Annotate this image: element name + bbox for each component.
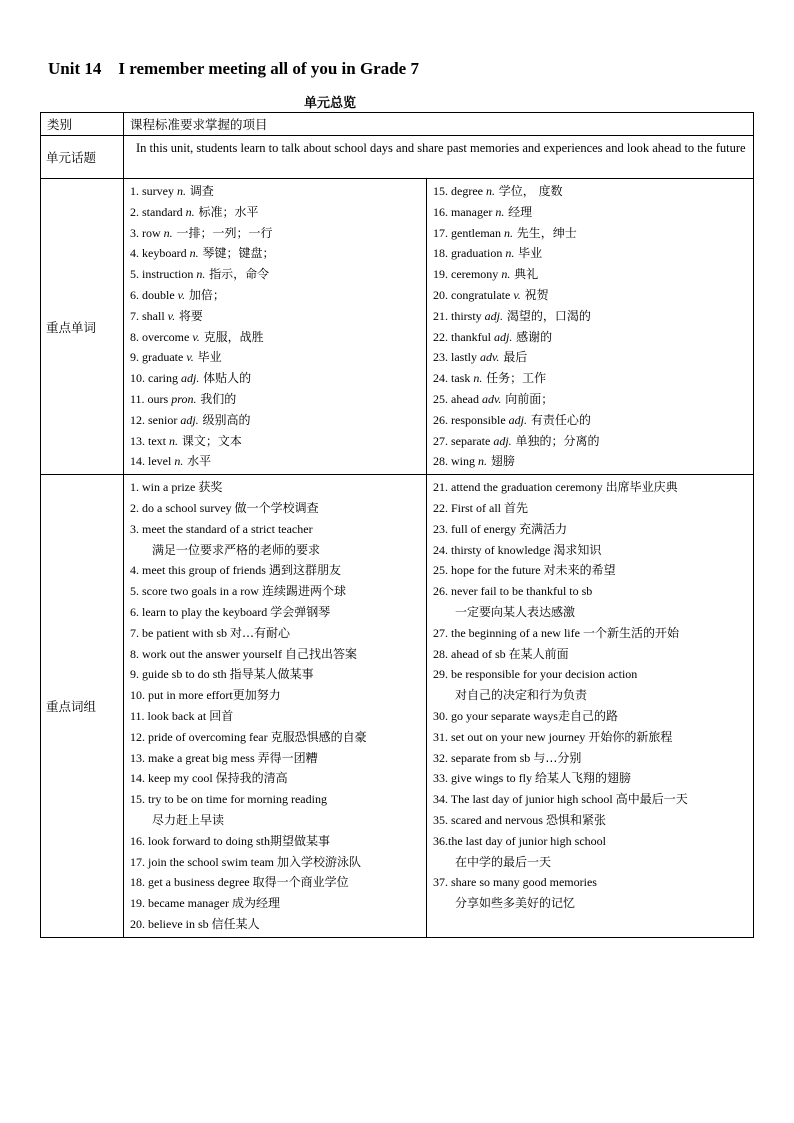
phrase-text: 2. do a school survey	[130, 500, 235, 515]
word-part-of-speech: v.	[177, 287, 186, 302]
phrase-meaning: 分享如些多美好的记忆	[455, 896, 576, 911]
phrase-item	[433, 727, 749, 748]
phrase-text: 35. scared and nervous	[433, 812, 546, 827]
word-meaning: 加倍；	[185, 287, 225, 302]
phrase-text: 31. set out on your new journey	[433, 729, 589, 744]
phrase-text: 30. go your separate ways	[433, 708, 558, 723]
phrase-item	[130, 519, 422, 540]
topic-text: In this unit, students learn to talk about school days and share past memories and experiences and look ahead to the future	[124, 136, 754, 179]
word-text: 21. thirsty	[433, 308, 485, 323]
word-text: 7. shall	[130, 308, 168, 323]
phrase-meaning: 在中学的最后一天	[455, 854, 552, 869]
topic-row	[41, 136, 754, 179]
word-part-of-speech: n.	[177, 184, 186, 198]
word-item	[433, 431, 749, 452]
word-part-of-speech: n.	[163, 225, 173, 240]
word-item	[433, 181, 749, 202]
word-meaning: 最后	[499, 350, 528, 365]
phrase-text: 19. became manager	[130, 896, 232, 911]
phrase-text: 23. full of energy	[433, 521, 520, 536]
phrase-meaning: 弄得一团糟	[257, 750, 318, 765]
phrase-text: 14. keep my cool	[130, 771, 216, 786]
word-meaning: 课文；文本	[178, 433, 242, 448]
phrase-meaning: 对未来的希望	[543, 563, 616, 578]
word-part-of-speech: adj.	[180, 412, 199, 427]
phrase-meaning: 指导某人做某事	[229, 667, 314, 682]
word-text: 27. separate	[433, 433, 494, 448]
page-title: Unit 14 I remember meeting all of you in Grade 7	[48, 59, 419, 78]
header-items: 课程标准要求掌握的项目	[124, 113, 754, 136]
word-item	[130, 327, 422, 348]
word-text: 17. gentleman	[433, 225, 504, 240]
word-text: 10. caring	[130, 371, 181, 386]
phrase-item	[130, 685, 422, 706]
phrase-item	[130, 706, 422, 727]
word-part-of-speech: n.	[196, 267, 206, 282]
phrase-text: 10. put in more effort	[130, 688, 233, 703]
word-part-of-speech: n.	[189, 246, 199, 261]
word-item	[433, 410, 749, 431]
phrase-item	[130, 727, 422, 748]
header-category: 类别	[41, 113, 124, 136]
word-item	[130, 368, 422, 389]
word-text: 12. senior	[130, 412, 181, 427]
word-meaning: 将要	[175, 308, 203, 323]
word-text: 3. row	[130, 225, 164, 240]
phrase-text: 29. be responsible for your decision action	[433, 667, 638, 682]
phrase-meaning: 对自己的决定和行为负责	[455, 688, 588, 703]
word-meaning: 毕业	[514, 246, 543, 261]
phrase-text: 5. score two goals in a row	[130, 584, 262, 599]
phrase-item	[433, 810, 749, 831]
phrase-text: 21. attend the graduation ceremony	[433, 480, 606, 495]
word-part-of-speech: n.	[495, 204, 505, 219]
word-text: 19. ceremony	[433, 267, 502, 282]
phrase-text: 13. make a great big mess	[130, 750, 258, 765]
word-text: 8. overcome	[130, 329, 193, 344]
word-meaning: 先生，绅士	[512, 225, 577, 240]
word-meaning: 有责任心的	[527, 412, 591, 427]
phrase-text: 34. The last day of junior high school	[433, 792, 616, 807]
phrase-item	[130, 498, 422, 519]
word-text: 22. thankful	[433, 329, 494, 344]
word-item	[130, 264, 422, 285]
phrase-text: 32. separate from sb	[433, 750, 534, 765]
phrase-meaning: 取得一个商业学位	[252, 875, 349, 890]
phrase-meaning: 首先	[504, 500, 529, 515]
phrase-item	[433, 664, 749, 685]
phrase-text: 11. look back at	[130, 708, 210, 723]
phrase-meaning: 更加努力	[232, 688, 281, 703]
word-item	[130, 181, 422, 202]
words-left-cell	[124, 179, 427, 475]
phrase-text: 9. guide sb to do sth	[130, 667, 230, 682]
phrase-item	[433, 560, 749, 581]
words-row	[41, 179, 754, 475]
word-part-of-speech: v.	[192, 329, 200, 344]
word-meaning: 克服，战胜	[199, 329, 264, 344]
word-meaning: 调查	[186, 184, 214, 198]
word-item	[130, 202, 422, 223]
phrase-text: 4. meet this group of friends	[130, 563, 269, 578]
word-text: 16. manager	[433, 204, 496, 219]
phrase-item	[130, 602, 422, 623]
phrase-item	[433, 831, 749, 852]
phrase-meaning: 获奖	[198, 480, 223, 495]
word-text: 9. graduate	[130, 350, 187, 365]
phrase-text: 36.the last day of junior high school	[433, 833, 606, 848]
phrase-meaning: 对…有耐心	[229, 625, 290, 640]
word-meaning: 体贴人的	[199, 371, 252, 386]
word-meaning: 琴键；键盘；	[198, 246, 275, 261]
phrase-text: 22. First of all	[433, 500, 504, 515]
word-part-of-speech: n.	[485, 184, 495, 198]
word-item	[130, 431, 422, 452]
phrase-item	[130, 831, 422, 852]
word-part-of-speech: v.	[513, 287, 521, 302]
phrase-meaning: 给某人飞翔的翅膀	[535, 771, 632, 786]
phrase-meaning: 充满活力	[519, 521, 568, 536]
header-row	[41, 113, 754, 136]
word-text: 18. graduation	[433, 246, 506, 261]
phrase-item	[433, 872, 749, 893]
phrase-text: 28. ahead of sb	[433, 646, 509, 661]
phrase-item	[130, 914, 422, 935]
phrase-meaning: 回首	[209, 708, 234, 723]
phrase-text: 33. give wings to fly	[433, 771, 535, 786]
words-left-list	[124, 179, 426, 474]
phrase-meaning: 在某人前面	[508, 646, 569, 661]
topic-label: 单元话题	[41, 136, 124, 179]
phrase-text: 6. learn to play the keyboard	[130, 604, 271, 619]
word-meaning: 典礼	[510, 267, 539, 282]
unit-overview-table	[40, 112, 754, 938]
phrase-item	[433, 498, 749, 519]
phrase-item	[433, 706, 749, 727]
phrase-item	[130, 810, 422, 831]
phrase-meaning: 期望做某事	[270, 833, 331, 848]
phrase-item	[130, 581, 422, 602]
word-item	[130, 410, 422, 431]
phrase-meaning: 尽力赶上早读	[152, 812, 225, 827]
phrase-meaning: 信任某人	[211, 916, 260, 931]
word-meaning: 任务；工作	[482, 371, 547, 386]
word-item	[433, 327, 749, 348]
word-text: 1. survey	[130, 184, 177, 198]
word-part-of-speech: n.	[473, 371, 483, 386]
phrase-item	[433, 644, 749, 665]
word-meaning: 学位， 度数	[494, 184, 563, 198]
phrase-text: 7. be patient with sb	[130, 625, 230, 640]
word-meaning: 经理	[504, 204, 533, 219]
phrase-item	[130, 623, 422, 644]
phrase-item	[433, 748, 749, 769]
phrases-label: 重点词组	[41, 475, 124, 938]
word-part-of-speech: n.	[503, 225, 513, 240]
phrase-text: 17. join the school swim team	[130, 854, 277, 869]
phrase-text: 27. the beginning of a new life	[433, 625, 583, 640]
phrases-left-cell	[124, 475, 427, 938]
phrase-item	[433, 581, 749, 602]
word-part-of-speech: adj.	[508, 412, 527, 427]
word-part-of-speech: n.	[169, 433, 178, 448]
word-item	[130, 306, 422, 327]
phrase-item	[130, 852, 422, 873]
phrase-text: 8. work out the answer yourself	[130, 646, 285, 661]
phrases-right-cell	[427, 475, 754, 938]
phrase-meaning: 高中最后一天	[615, 792, 688, 807]
word-item	[130, 389, 422, 410]
word-text: 26. responsible	[433, 412, 509, 427]
word-item	[433, 389, 749, 410]
word-part-of-speech: pron.	[171, 391, 197, 406]
phrases-left-list	[124, 475, 426, 937]
phrase-meaning: 出席毕业庆典	[605, 480, 678, 495]
word-item	[130, 223, 422, 244]
word-meaning: 水平	[183, 454, 212, 469]
phrase-item	[130, 477, 422, 498]
word-text: 2. standard	[130, 204, 186, 219]
word-text: 24. task	[433, 371, 474, 386]
phrase-meaning: 加入学校游泳队	[276, 854, 361, 869]
phrase-item	[130, 789, 422, 810]
word-item	[130, 451, 422, 472]
words-label: 重点单词	[41, 179, 124, 475]
phrase-item	[130, 560, 422, 581]
word-part-of-speech: n.	[174, 454, 184, 469]
phrase-meaning: 连续踢进两个球	[261, 584, 346, 599]
phrase-item	[433, 768, 749, 789]
words-right-list	[427, 179, 753, 474]
phrase-meaning: 一定要向某人表达感激	[455, 604, 576, 619]
phrase-item	[130, 748, 422, 769]
word-meaning: 向前面；	[501, 391, 554, 406]
phrases-right-list	[427, 475, 753, 916]
word-item	[433, 243, 749, 264]
phrase-meaning: 一个新生活的开始	[582, 625, 679, 640]
phrase-item	[433, 623, 749, 644]
phrase-text: 1. win a prize	[130, 480, 199, 495]
phrase-meaning: 自己找出答案	[284, 646, 357, 661]
phrase-meaning: 做一个学校调查	[234, 500, 319, 515]
phrase-item	[433, 540, 749, 561]
phrase-text: 16. look forward to doing sth	[130, 833, 270, 848]
phrase-meaning: 遇到这群朋友	[268, 563, 341, 578]
phrase-text: 3. meet the standard of a strict teacher	[130, 521, 313, 536]
phrase-meaning: 恐惧和紧张	[545, 812, 606, 827]
phrase-item	[130, 893, 422, 914]
word-meaning: 渴望的，口渴的	[503, 308, 591, 323]
word-meaning: 标准；水平	[194, 204, 259, 219]
phrase-text: 37. share so many good memories	[433, 875, 597, 890]
phrase-item	[433, 893, 749, 914]
word-item	[433, 202, 749, 223]
phrase-meaning: 与…分别	[533, 750, 582, 765]
word-part-of-speech: adj.	[484, 308, 504, 323]
phrase-item	[433, 602, 749, 623]
phrase-item	[433, 852, 749, 873]
word-item	[130, 243, 422, 264]
word-text: 5. instruction	[130, 267, 197, 282]
word-text: 15. degree	[433, 184, 486, 198]
word-text: 13. text	[130, 433, 169, 448]
word-item	[433, 285, 749, 306]
phrase-meaning: 渴求知识	[553, 542, 602, 557]
phrase-text: 20. believe in sb	[130, 916, 212, 931]
word-item	[433, 306, 749, 327]
word-item	[433, 347, 749, 368]
word-part-of-speech: adv.	[480, 350, 500, 365]
phrase-text: 12. pride of overcoming fear	[130, 729, 271, 744]
phrase-meaning: 开始你的新旅程	[588, 729, 673, 744]
word-part-of-speech: v.	[167, 308, 176, 323]
phrase-item	[130, 644, 422, 665]
word-meaning: 感谢的	[512, 329, 553, 344]
word-part-of-speech: adj.	[494, 329, 513, 344]
phrase-item	[433, 477, 749, 498]
word-meaning: 单独的；分离的	[511, 433, 600, 448]
phrase-item	[130, 872, 422, 893]
phrase-meaning: 成为经理	[231, 896, 280, 911]
phrase-item	[433, 789, 749, 810]
phrase-item	[433, 519, 749, 540]
word-item	[130, 347, 422, 368]
phrase-text: 25. hope for the future	[433, 563, 544, 578]
phrase-text: 15. try to be on time for morning reading	[130, 792, 327, 807]
word-text: 20. congratulate	[433, 287, 514, 302]
phrase-meaning: 学会弹钢琴	[270, 604, 331, 619]
word-item	[433, 451, 749, 472]
word-text: 28. wing	[433, 454, 478, 469]
phrase-meaning: 满足一位要求严格的老师的要求	[152, 542, 321, 557]
word-meaning: 级别高的	[198, 412, 251, 427]
word-meaning: 翅膀	[487, 454, 515, 469]
word-text: 11. ours	[130, 391, 172, 406]
words-right-cell	[427, 179, 754, 475]
word-part-of-speech: adj.	[493, 433, 512, 448]
phrase-item	[130, 540, 422, 561]
word-text: 14. level	[130, 454, 175, 469]
word-part-of-speech: n.	[185, 204, 195, 219]
section-subtitle: 单元总览	[303, 96, 356, 111]
word-part-of-speech: adj.	[180, 371, 200, 386]
phrase-meaning: 走自己的路	[557, 708, 618, 723]
word-meaning: 毕业	[193, 350, 222, 365]
word-item	[130, 285, 422, 306]
word-text: 25. ahead	[433, 391, 482, 406]
word-text: 6. double	[130, 287, 178, 302]
word-part-of-speech: n.	[505, 246, 515, 261]
word-meaning: 我们的	[196, 391, 237, 406]
word-part-of-speech: adv.	[481, 391, 502, 406]
phrase-meaning: 保持我的清高	[215, 771, 288, 786]
word-part-of-speech: v.	[186, 350, 194, 365]
word-text: 23. lastly	[433, 350, 480, 365]
phrase-text: 24. thirsty of knowledge	[433, 542, 554, 557]
word-item	[433, 223, 749, 244]
phrase-item	[130, 664, 422, 685]
word-item	[433, 264, 749, 285]
phrases-row	[41, 475, 754, 938]
word-text: 4. keyboard	[130, 246, 190, 261]
phrase-text: 18. get a business degree	[130, 875, 253, 890]
phrase-text: 26. never fail to be thankful to sb	[433, 584, 593, 599]
word-meaning: 一排；一列；一行	[172, 225, 273, 240]
word-meaning: 指示，命令	[205, 267, 270, 282]
word-part-of-speech: n.	[501, 267, 511, 282]
word-meaning: 祝贺	[520, 287, 549, 302]
word-part-of-speech: n.	[478, 454, 487, 469]
phrase-item	[433, 685, 749, 706]
phrase-meaning: 克服恐惧感的自豪	[270, 729, 367, 744]
phrase-item	[130, 768, 422, 789]
word-item	[433, 368, 749, 389]
